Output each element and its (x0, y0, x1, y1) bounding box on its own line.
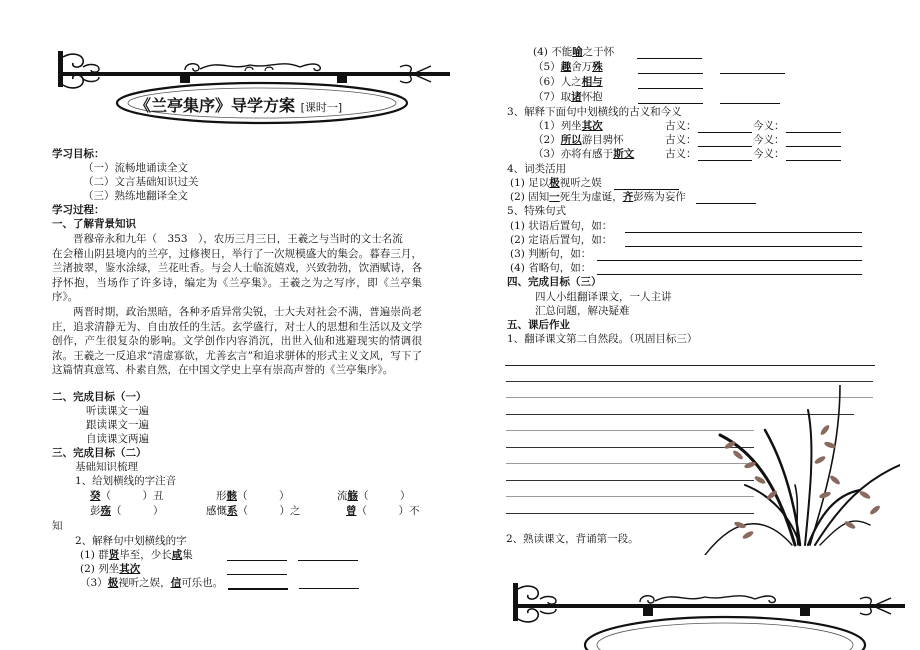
reading-item: 听读课文一遍 (86, 405, 149, 417)
background-paragraph-2: 两晋时期，政治黑暗，各种矛盾异常尖锐，士大夫对社会不满，普遍崇尚老庄，追求清静无为、自由放任的生活。玄学盛行，对士人的思想和生活以及文学创作，产生很复杂的影响。文学创作内容消沉，出世入仙和逃避现实的情调很浓。王羲之一反追求“清虚寡欲，尤善玄言”和追求骈体的形式主义文风，写下了这篇情真意笃、朴素自然，在中国文学史上享有崇高声誉的《兰亭集序》。 (52, 306, 422, 376)
answer-blank[interactable] (227, 564, 287, 575)
group-item: 汇总问题，解决疑难 (535, 305, 630, 317)
jin-label: 今义： (753, 120, 785, 132)
pinyin-item: 感慨系（ ）之 (206, 505, 301, 517)
q2-item: (1) 群贤毕至，少长咸集 (80, 549, 193, 561)
q3-item: （1）列坐其次 (533, 120, 603, 132)
answer-blank[interactable] (696, 193, 756, 204)
gu-label: 古义： (665, 134, 697, 146)
answer-blank[interactable] (698, 150, 752, 161)
answer-blank[interactable] (720, 93, 780, 104)
underlined-char: 殇 (100, 505, 111, 517)
reading-item: 跟读课文一遍 (86, 419, 149, 431)
q3-label: 3、解释下面句中划横线的古义和今义 (507, 106, 682, 118)
section3-heading: 三、完成目标（二） (52, 447, 147, 459)
para1-line1: 晋穆帝永和九年（ 353 ），农历三月三日，王羲之与当时的文士名流 (73, 233, 403, 245)
orchid-icon (700, 385, 900, 555)
answer-blank[interactable] (298, 550, 358, 561)
objective-item: （二）文言基础知识过关 (83, 176, 199, 188)
section1-heading: 一、了解背景知识 (52, 218, 136, 230)
orchid-illustration (700, 385, 900, 555)
bottom-signboard (510, 575, 910, 650)
para1-rest: 在会稽山阴县境内的兰亭，过修禊日，举行了一次规模盛大的集会。暮春三月，兰渚披翠，鉴水涂绿，兰花吐香。与会人士临流嬉戏，兴致勃勃，饮酒赋诗，各抒怀抱，当场作了许多诗，编定为《兰亭集》。王羲之为之写序，即《兰亭集序》。 (52, 247, 422, 303)
answer-blank[interactable] (638, 93, 703, 104)
wrap-char: 知 (52, 520, 63, 532)
answer-line[interactable] (625, 222, 862, 233)
gu-label: 古义： (665, 120, 697, 132)
background-paragraph-1 (52, 232, 422, 305)
q5-item: (4) 省略句，如： (510, 262, 592, 274)
answer-blank[interactable] (227, 550, 287, 561)
answer-blank[interactable] (698, 136, 752, 147)
answer-blank[interactable] (786, 122, 841, 133)
underlined-char: 系 (227, 505, 238, 517)
q2-item: (4) 不能喻之于怀 (533, 46, 615, 58)
answer-blank[interactable] (228, 578, 288, 590)
answer-blank[interactable] (638, 63, 703, 74)
jin-label: 今义： (753, 148, 785, 160)
answer-blank[interactable] (786, 136, 841, 147)
pinyin-item: 形骸（ ） (216, 490, 290, 502)
answer-blank[interactable] (720, 63, 785, 74)
homework-item-1: 1、翻译课文第二自然段。（巩固目标三） (507, 333, 698, 345)
section2-heading: 二、完成目标（一） (52, 391, 147, 403)
lesson-tag: [课时一] (300, 101, 343, 114)
answer-blank[interactable] (698, 122, 752, 133)
writing-line[interactable] (505, 365, 875, 366)
section3-sub: 基础知识梳理 (75, 461, 138, 473)
pinyin-item: 曾（ ）不 (346, 505, 420, 517)
underlined-char: 曾 (346, 505, 357, 517)
q4-item: (1) 足以极视听之娱 (510, 177, 602, 189)
pinyin-item: 彭殇（ ） (90, 505, 164, 517)
process-heading: 学习过程： (52, 204, 105, 216)
q2-item: （5）趣舍万殊 (533, 61, 603, 73)
underlined-char: 癸 (90, 490, 101, 502)
q1-label: 1、给划横线的字注音 (75, 475, 177, 487)
homework-item-2: 2、熟读课文，背诵第一段。 (506, 533, 639, 545)
gu-label: 古义： (665, 148, 697, 160)
q5-item: (3) 判断句，如： (510, 248, 592, 260)
answer-blank[interactable] (637, 48, 702, 59)
answer-line[interactable] (625, 236, 862, 247)
objectives-heading: 学习目标： (52, 148, 105, 160)
q2-label: 2、解释句中划横线的字 (75, 535, 187, 547)
page-title (135, 93, 342, 116)
pinyin-item: 癸（ ）丑 (90, 490, 164, 502)
reading-item: 自读课文两遍 (86, 433, 149, 445)
signboard-ornament-icon (510, 575, 910, 650)
jin-label: 今义： (753, 134, 785, 146)
answer-line[interactable] (597, 250, 862, 261)
q3-item: （3）亦将有感于斯文 (533, 148, 635, 160)
answer-blank[interactable] (638, 78, 703, 89)
pinyin-item: 流觞（ ） (337, 490, 411, 502)
objective-item: （一）流畅地诵读全文 (83, 162, 188, 174)
q2-item: （3）极视听之娱，信可乐也。 (80, 577, 224, 589)
answer-blank[interactable] (614, 179, 679, 190)
group-item: 四人小组翻译课文，一人主讲 (535, 291, 672, 303)
section4-heading: 四、完成目标（三） (507, 276, 602, 288)
q2-item: (2) 列坐其次 (80, 563, 141, 575)
q5-label: 5、特殊句式 (507, 205, 567, 217)
q4-label: 4、词类活用 (507, 163, 567, 175)
q5-item: (1) 状语后置句，如： (510, 220, 613, 232)
section5-heading: 五、课后作业 (507, 319, 570, 331)
q2-item: （7）取诸怀抱 (533, 91, 603, 103)
underlined-char: 骸 (226, 490, 237, 502)
answer-line[interactable] (597, 264, 862, 275)
answer-blank[interactable] (786, 150, 841, 161)
underlined-char: 觞 (347, 490, 358, 502)
objective-item: （三）熟练地翻译全文 (83, 190, 188, 202)
q4-item: (2) 固知一死生为虚诞，齐彭殇为妄作 (510, 191, 686, 203)
writing-line[interactable] (506, 381, 873, 382)
q5-item: (2) 定语后置句，如： (510, 234, 613, 246)
q3-item: （2）所以游目骋怀 (533, 134, 624, 146)
answer-blank[interactable] (299, 578, 359, 589)
q2-item: （6）人之相与 (533, 76, 603, 88)
title-main: 《兰亭集序》导学方案 (135, 96, 296, 115)
